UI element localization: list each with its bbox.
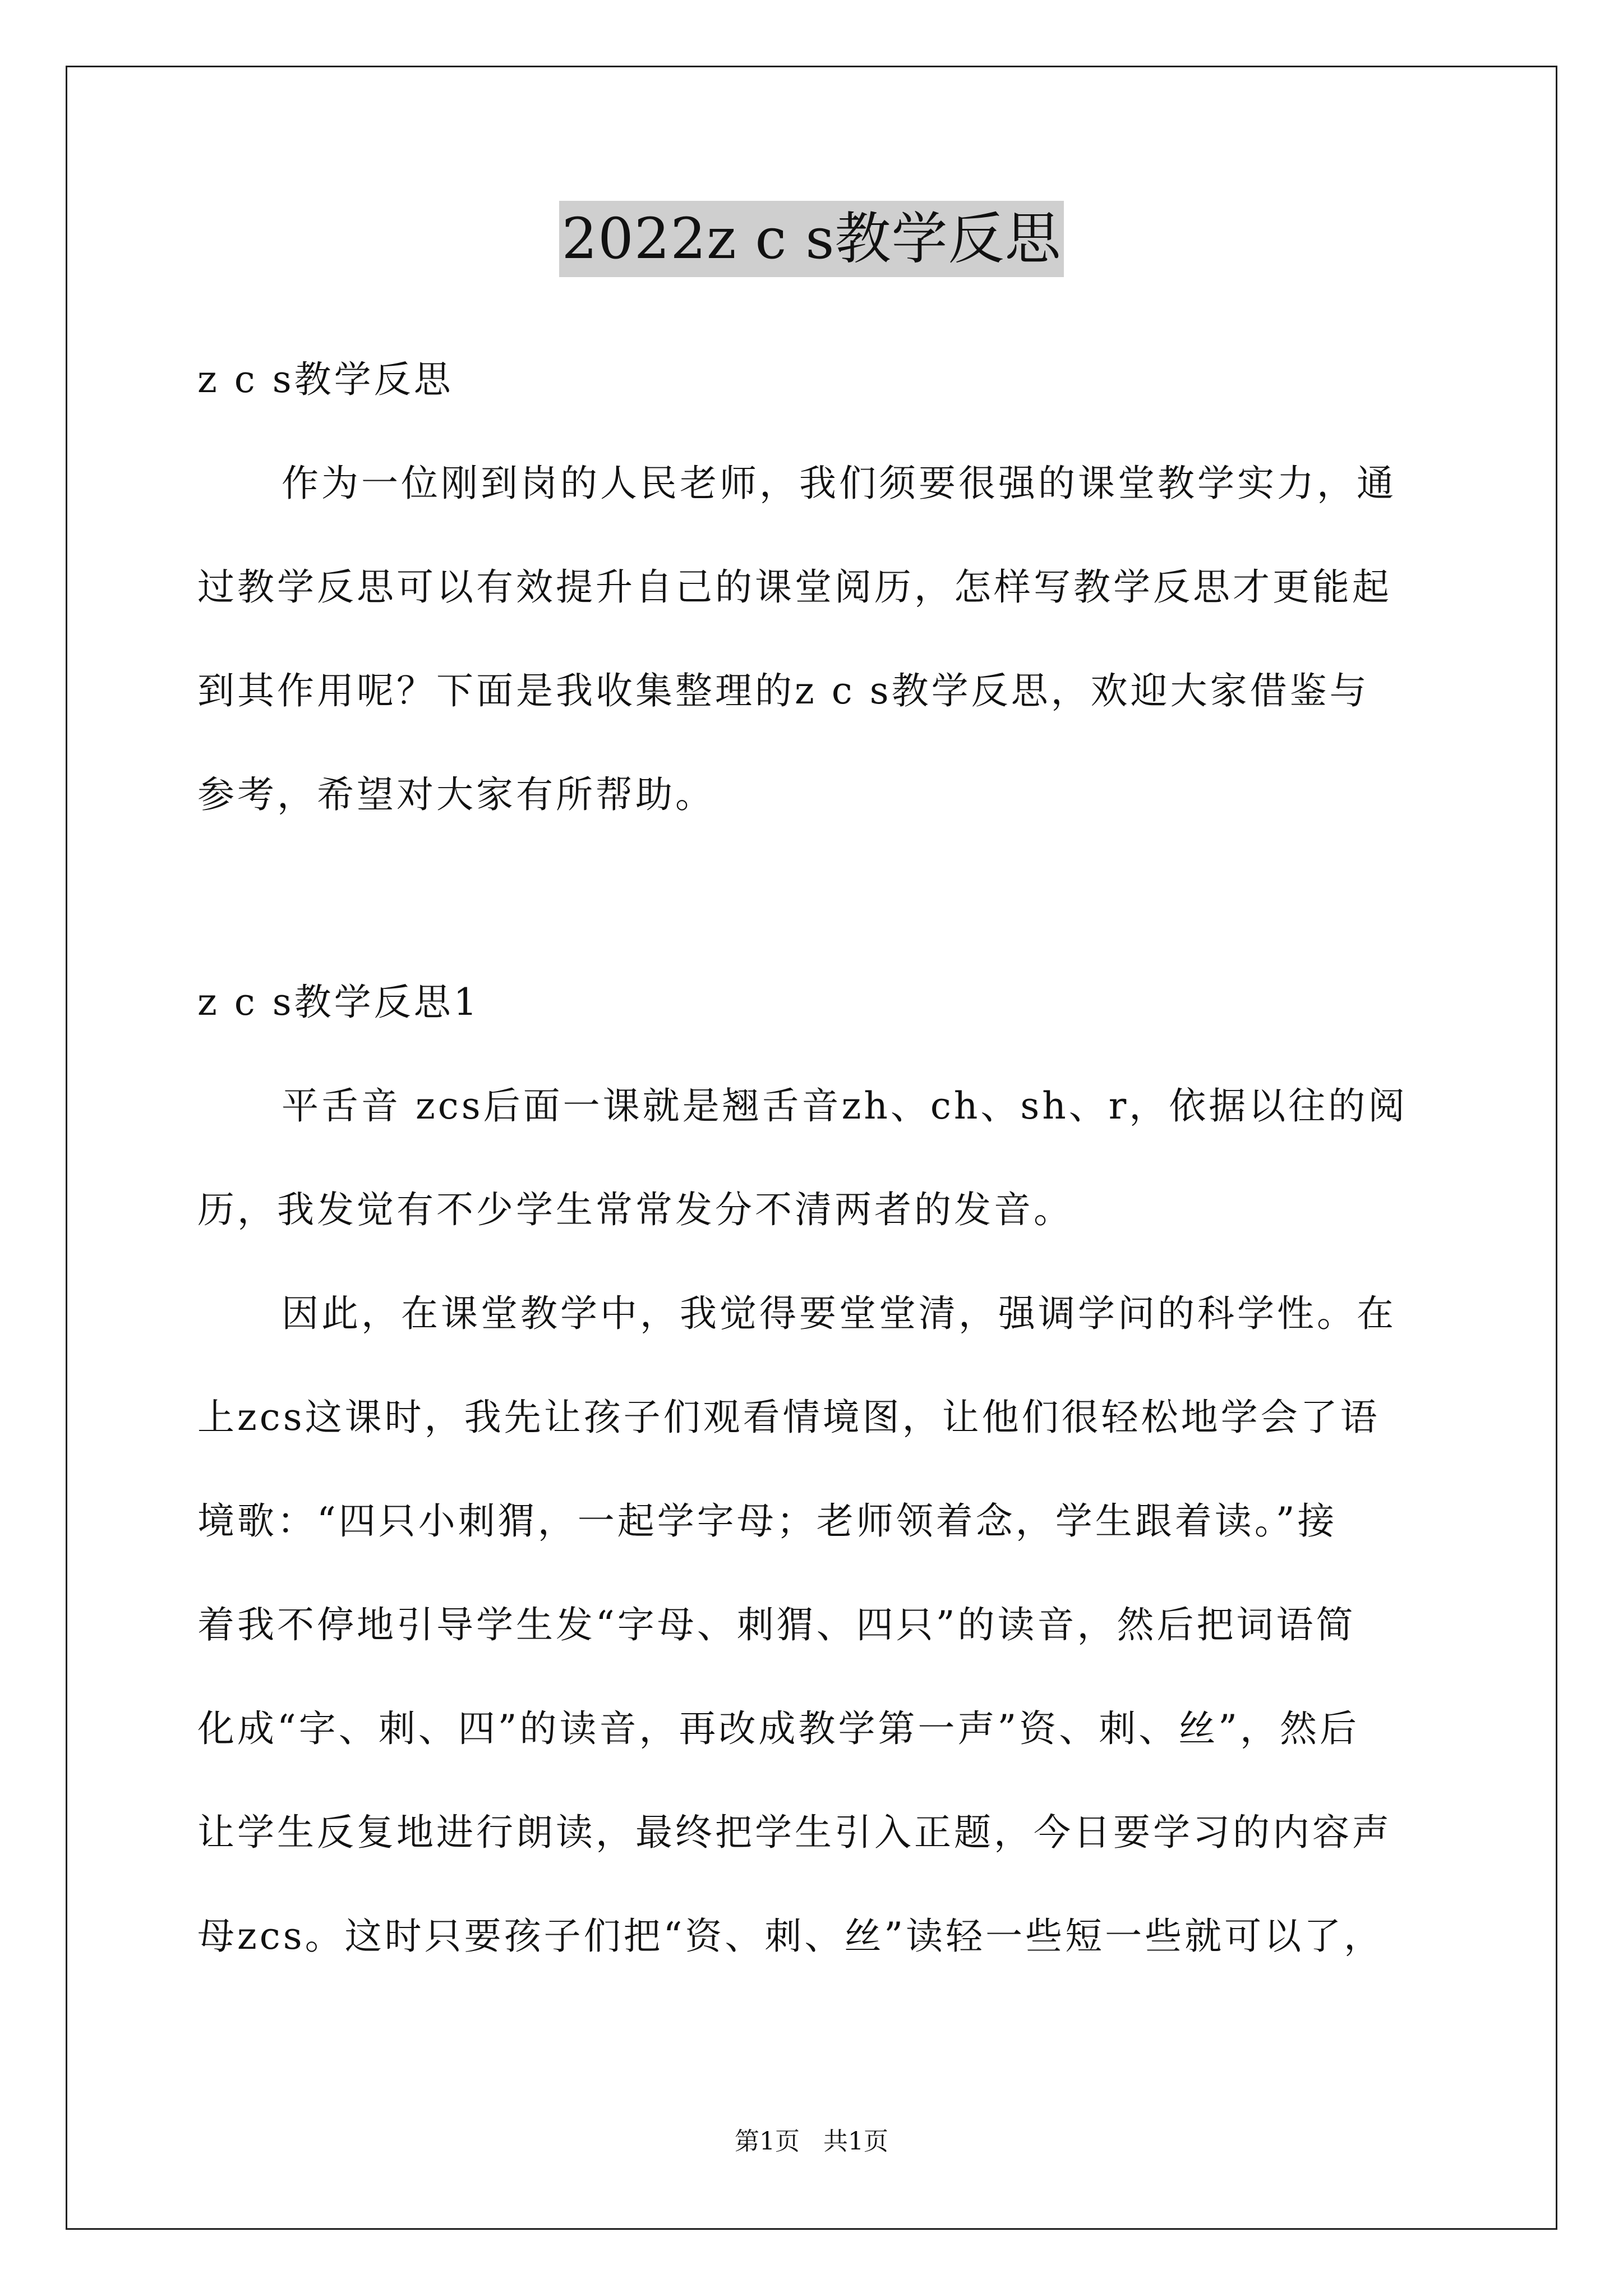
title-container	[0, 201, 1623, 277]
page-footer: 第1页 共1页	[735, 2127, 888, 2156]
text-line: 平舌音 zcs后面一课就是翘舌音zh、ch、sh、r，依据以往的阅	[282, 1084, 1408, 1128]
text-line: 化成“字、刺、四”的读音，再改成教学第一声”资、刺、丝”，然后	[197, 1707, 1359, 1750]
text-line: 作为一位刚到岗的人民老师，我们须要很强的课堂教学实力，通	[282, 462, 1396, 505]
text-line: 历，我发觉有不少学生常常发分不清两者的发音。	[197, 1188, 1073, 1231]
document-title: 2022z c s教学反思	[559, 201, 1063, 277]
text-line: 因此，在课堂教学中，我觉得要堂堂清，强调学问的科学性。在	[282, 1292, 1396, 1335]
text-line: 母zcs。这时只要孩子们把“资、刺、丝”读轻一些短一些就可以了，	[197, 1915, 1384, 1958]
document-body	[197, 343, 1431, 2004]
text-line: 到其作用呢？下面是我收集整理的z c s教学反思，欢迎大家借鉴与	[197, 669, 1370, 712]
text-line: 着我不停地引导学生发“字母、刺猬、四只”的读音，然后把词语简	[197, 1603, 1356, 1646]
text-line: z c s教学反思	[197, 358, 454, 401]
text-line: 参考，希望对大家有所帮助。	[197, 773, 715, 816]
text-line: 过教学反思可以有效提升自己的课堂阅历，怎样写教学反思才更能起	[197, 565, 1392, 609]
text-line: 境歌：“四只小刺猬，一起学字母；老师领着念，学生跟着读。”接	[197, 1499, 1338, 1543]
text-line: 上zcs这课时，我先让孩子们观看情境图，让他们很轻松地学会了语	[197, 1396, 1380, 1439]
blank-line	[197, 862, 1431, 966]
text-line: 让学生反复地进行朗读，最终把学生引入正题，今日要学习的内容声	[197, 1811, 1392, 1854]
text-line: z c s教学反思1	[197, 981, 480, 1024]
